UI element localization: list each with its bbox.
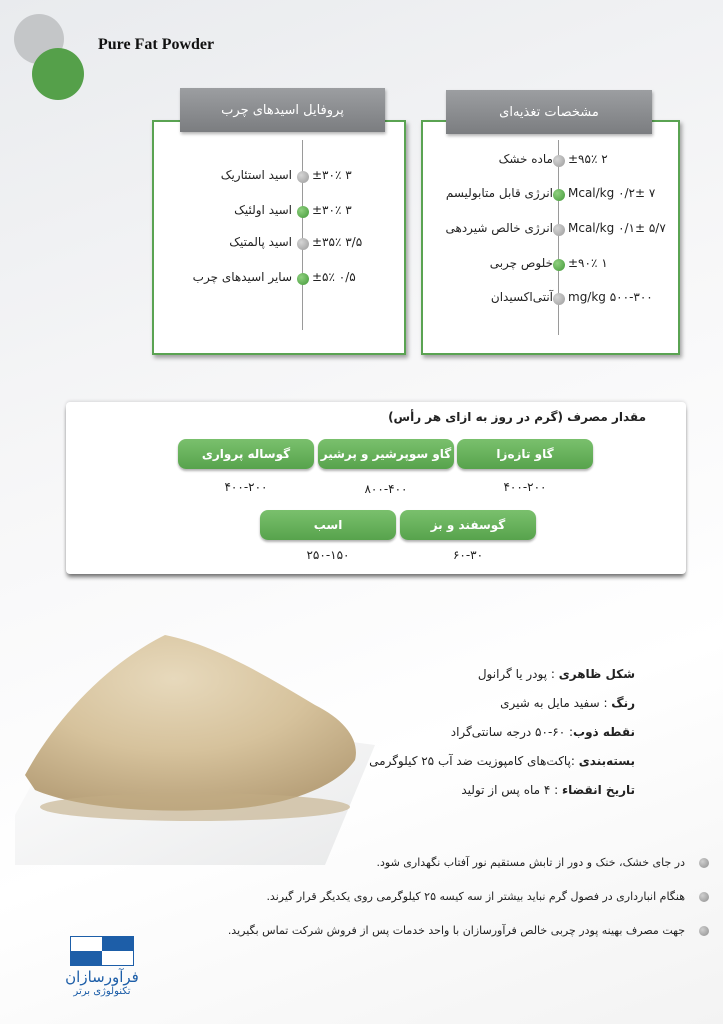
fatty-acid-panel (152, 120, 406, 355)
nutrition-value: Mcal/kg ۰/۲± ۷ (568, 186, 656, 200)
note-text: در جای خشک، خنک و دور از تابش مستقیم نور آفتاب نگهداری شود. (376, 856, 685, 869)
logo-name: فرآورسازان (65, 968, 139, 986)
fatty-acid-label: سایر اسیدهای چرب (192, 270, 292, 284)
fatty-acid-label: اسید استئاریک (220, 168, 292, 182)
spec-value: ۶۰-۵۰ درجه سانتی‌گراد (450, 725, 566, 739)
spec-value: ۴ ماه پس از تولید (461, 783, 551, 797)
spec-row (369, 689, 635, 718)
spec-key: بسته‌بندی (578, 754, 635, 768)
powder-image (15, 625, 375, 865)
spec-separator: : (547, 667, 559, 681)
bullet-icon (699, 858, 709, 868)
spec-separator: : (599, 696, 612, 710)
spec-value: سفید مایل به شیری (500, 696, 600, 710)
spec-key: شکل ظاهری (558, 667, 635, 681)
list-dot (553, 155, 565, 167)
fatty-acid-value: ۳ ±۳۰٪ (312, 168, 352, 182)
spec-separator: : (570, 754, 579, 768)
list-dot (553, 293, 565, 305)
note-item (189, 852, 709, 886)
bullet-icon (699, 926, 709, 936)
fatty-acid-axis (302, 140, 303, 330)
pill-sheep-goat: گوسفند و بز (400, 510, 536, 540)
bullet-icon (699, 892, 709, 902)
list-dot (553, 224, 565, 236)
nutrition-value: ۱ ±۹۰٪ (568, 256, 608, 270)
spec-key: تاریخ انقضاء (562, 783, 635, 797)
pill-high-yield-cow: گاو سوپرشیر و پرشیر (318, 439, 454, 469)
spec-key: رنگ (611, 696, 635, 710)
logo-mark (70, 936, 134, 966)
nutrition-value: ۲ ±۹۵٪ (568, 152, 608, 166)
amount-high-yield-cow: ۸۰۰-۴۰۰ (364, 482, 408, 496)
decor-circle-green (32, 48, 84, 100)
list-dot (553, 189, 565, 201)
nutrition-tab: مشخصات تغذیه‌ای (446, 90, 652, 134)
page-title: Pure Fat Powder (98, 36, 215, 53)
pill-horse: اسب (260, 510, 396, 540)
nutrition-label: انرژی خالص شیردهی (445, 221, 553, 235)
pill-fattening-calf: گوساله پرواری (178, 439, 314, 469)
intake-title: مقدار مصرف (گرم در روز به ازای هر رأس) (388, 410, 646, 424)
spec-separator: : (550, 783, 563, 797)
list-dot (297, 171, 309, 183)
spec-key: نقطه ذوب (573, 725, 635, 739)
amount-horse: ۲۵۰-۱۵۰ (306, 548, 350, 562)
spec-separator: : (565, 725, 574, 739)
spec-row (369, 747, 635, 776)
product-specs (369, 660, 635, 805)
amount-fattening-calf: ۴۰۰-۲۰۰ (224, 480, 268, 494)
nutrition-label: ماده خشک (498, 152, 553, 166)
amount-fresh-cow: ۴۰۰-۲۰۰ (503, 480, 547, 494)
fatty-acid-label: اسید پالمتیک (229, 235, 292, 249)
note-item (189, 886, 709, 920)
spec-row (369, 776, 635, 805)
list-dot (553, 259, 565, 271)
fatty-acid-value: ۳/۵ ±۳۵٪ (312, 235, 363, 249)
list-dot (297, 206, 309, 218)
pill-fresh-cow: گاو تازه‌زا (457, 439, 593, 469)
intake-card (66, 402, 686, 574)
fatty-acid-value: ۰/۵ ±۵٪ (312, 270, 356, 284)
nutrition-axis (558, 140, 559, 335)
company-logo (62, 936, 142, 997)
nutrition-panel (421, 120, 680, 355)
nutrition-value: mg/kg ۵۰۰-۳۰۰ (568, 290, 653, 304)
spec-row (369, 660, 635, 689)
note-text: هنگام انبارداری در فصول گرم نباید بیشتر از سه کیسه ۲۵ کیلوگرمی روی یکدیگر قرار گیرند. (266, 890, 685, 903)
storage-notes (189, 852, 709, 954)
fatty-acid-label: اسید اولئیک (234, 203, 292, 217)
spec-value: پودر یا گرانول (477, 667, 548, 681)
amount-sheep-goat: ۶۰-۳۰ (452, 548, 484, 562)
nutrition-label: آنتی‌اکسیدان (490, 290, 553, 304)
logo-tagline: تکنولوژی برتر (73, 986, 131, 997)
note-item (189, 920, 709, 954)
nutrition-label: خلوص چربی (489, 256, 553, 270)
note-text: جهت مصرف بهینه پودر چربی خالص فرآورسازان با واحد خدمات پس از فروش شرکت تماس بگیرید. (227, 924, 685, 937)
list-dot (297, 238, 309, 250)
fatty-acid-tab: پروفایل اسیدهای چرب (180, 88, 385, 132)
list-dot (297, 273, 309, 285)
nutrition-value: Mcal/kg ۰/۱± ۵/۷ (568, 221, 666, 235)
spec-value: پاکت‌های کامپوزیت ضد آب ۲۵ کیلوگرمی (369, 754, 571, 768)
nutrition-label: انرژی قابل متابولیسم (445, 186, 553, 200)
spec-row (369, 718, 635, 747)
fatty-acid-value: ۳ ±۳۰٪ (312, 203, 352, 217)
